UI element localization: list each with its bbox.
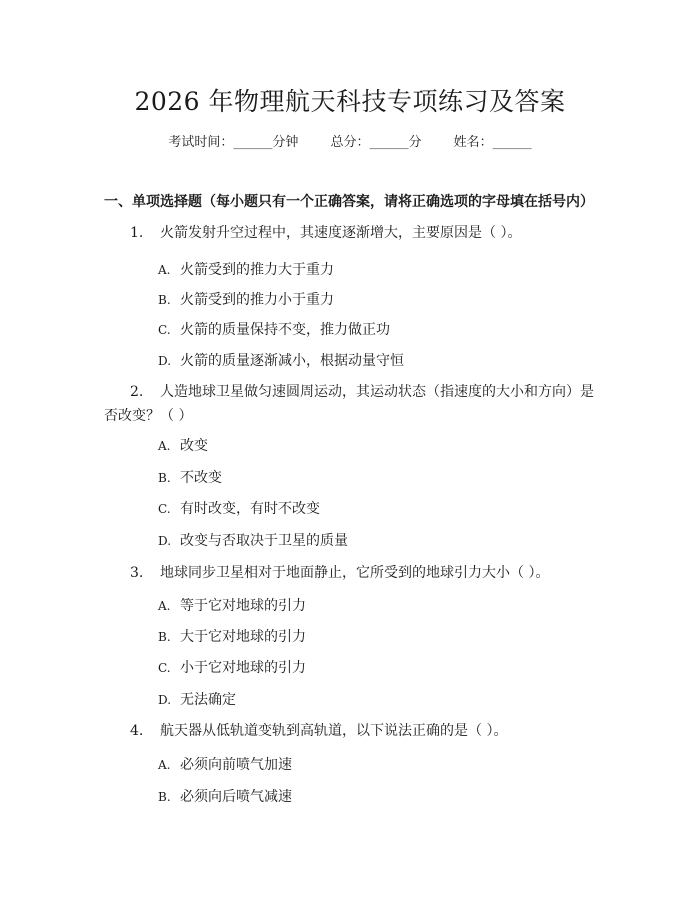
option-letter: B. <box>158 790 171 804</box>
question-number: 2. <box>130 384 144 400</box>
student-name-blank: ______ <box>492 135 532 150</box>
question-1 <box>104 221 604 245</box>
option-letter: D. <box>158 534 172 548</box>
option-text: 小于它对地球的引力 <box>180 660 306 676</box>
page-title: 2026 年物理航天科技专项练习及答案 <box>134 87 566 116</box>
total-score-field <box>330 131 421 150</box>
question-2 <box>104 380 604 428</box>
section-heading: 一、单项选择题（每小题只有一个正确答案，请将正确选项的字母填在括号内） <box>104 194 594 210</box>
question-number: 3. <box>130 565 144 581</box>
question-4-option-b <box>158 786 292 806</box>
option-letter: A. <box>158 439 171 453</box>
option-letter: C. <box>158 502 171 516</box>
option-letter: A. <box>158 599 171 613</box>
total-score-label: 总分： <box>330 135 370 150</box>
total-score-unit: 分 <box>408 135 422 150</box>
question-3 <box>104 561 604 585</box>
question-text: 人造地球卫星做匀速圆周运动，其运动状态（指速度的大小和方向）是否改变？（ ） <box>104 384 594 424</box>
option-text: 大于它对地球的引力 <box>180 629 306 645</box>
option-text: 必须向前喷气加速 <box>180 757 292 773</box>
question-2-option-c <box>158 498 320 518</box>
question-2-option-b <box>158 467 222 487</box>
option-text: 火箭受到的推力小于重力 <box>180 292 334 308</box>
option-text: 火箭受到的推力大于重力 <box>180 262 334 278</box>
exam-time-blank: ______ <box>233 135 273 150</box>
question-1-option-d <box>158 350 404 370</box>
option-text: 必须向后喷气减速 <box>180 789 292 805</box>
option-letter: C. <box>158 661 171 675</box>
total-score-blank: ______ <box>369 135 409 150</box>
question-4-option-a <box>158 754 292 774</box>
option-text: 不改变 <box>180 470 222 486</box>
option-letter: C. <box>158 323 171 337</box>
option-letter: A. <box>158 263 171 277</box>
question-text: 地球同步卫星相对于地面静止，它所受到的地球引力大小（ ）。 <box>160 565 550 581</box>
question-2-option-a <box>158 435 208 455</box>
option-text: 改变与否取决于卫星的质量 <box>180 533 348 549</box>
question-3-option-d <box>158 689 236 709</box>
question-1-option-a <box>158 259 334 279</box>
question-1-option-b <box>158 289 334 309</box>
option-text: 火箭的质量保持不变，推力做正功 <box>180 322 390 338</box>
question-3-option-a <box>158 595 306 615</box>
option-letter: B. <box>158 630 171 644</box>
question-text: 航天器从低轨道变轨到高轨道，以下说法正确的是（ ）。 <box>160 723 508 739</box>
option-text: 有时改变，有时不改变 <box>180 501 320 517</box>
option-letter: B. <box>158 471 171 485</box>
question-text: 火箭发射升空过程中，其速度逐渐增大，主要原因是（ ）。 <box>160 225 522 241</box>
exam-time-unit: 分钟 <box>272 135 299 150</box>
option-letter: B. <box>158 293 171 307</box>
exam-time-field <box>168 131 298 150</box>
question-number: 4. <box>130 723 144 739</box>
option-letter: D. <box>158 693 172 707</box>
student-name-label: 姓名： <box>453 135 493 150</box>
question-3-option-b <box>158 626 306 646</box>
question-1-option-c <box>158 319 390 339</box>
question-number: 1. <box>130 225 144 241</box>
exam-meta <box>0 131 700 150</box>
option-letter: D. <box>158 354 172 368</box>
option-text: 火箭的质量逐渐减小，根据动量守恒 <box>180 353 404 369</box>
option-text: 等于它对地球的引力 <box>180 598 306 614</box>
option-text: 改变 <box>180 438 208 454</box>
option-text: 无法确定 <box>180 692 236 708</box>
option-letter: A. <box>158 758 171 772</box>
exam-time-label: 考试时间： <box>168 135 234 150</box>
student-name-field <box>454 131 532 150</box>
question-2-option-d <box>158 530 348 550</box>
question-4 <box>104 719 604 743</box>
question-3-option-c <box>158 657 306 677</box>
